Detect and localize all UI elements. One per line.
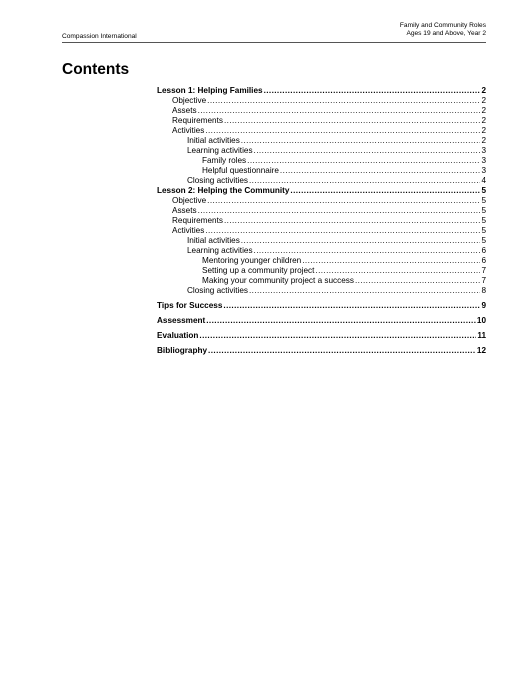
toc-leader-dots xyxy=(249,176,480,186)
toc-entry-making-project-success[interactable] xyxy=(157,276,486,286)
toc-entry-initial-activities[interactable] xyxy=(157,136,486,146)
toc-page-number: 5 xyxy=(481,206,486,215)
toc-page-number: 5 xyxy=(481,186,486,195)
toc-page-number: 2 xyxy=(481,116,486,125)
toc-leader-dots xyxy=(207,196,480,206)
toc-leader-dots xyxy=(290,186,480,196)
toc-page-number: 5 xyxy=(481,216,486,225)
toc-entry-label: Assets xyxy=(172,206,197,215)
toc-page-number: 9 xyxy=(481,301,486,310)
toc-leader-dots xyxy=(198,106,481,116)
toc-entry-learning-activities[interactable] xyxy=(157,246,486,256)
toc-entry-label: Objective xyxy=(172,96,207,105)
toc-entry-mentoring-younger-children[interactable] xyxy=(157,256,486,266)
toc-leader-dots xyxy=(206,316,476,326)
toc-entry-label: Learning activities xyxy=(187,146,253,155)
toc-leader-dots xyxy=(302,256,480,266)
toc-page-number: 12 xyxy=(476,346,486,355)
toc-entry-lesson-1[interactable] xyxy=(157,86,486,96)
toc-leader-dots xyxy=(241,236,481,246)
toc-leader-dots xyxy=(254,246,481,256)
toc-leader-dots xyxy=(205,126,480,136)
toc-leader-dots xyxy=(224,116,480,126)
toc-entry-requirements[interactable] xyxy=(157,116,486,126)
toc-leader-dots xyxy=(280,166,481,176)
table-of-contents xyxy=(157,86,486,356)
toc-leader-dots xyxy=(355,276,480,286)
toc-leader-dots xyxy=(224,216,480,226)
header-course-title: Family and Community Roles xyxy=(399,22,486,29)
toc-page-number: 6 xyxy=(481,256,486,265)
toc-entry-assessment[interactable] xyxy=(157,316,486,326)
toc-entry-closing-activities[interactable] xyxy=(157,286,486,296)
toc-entry-objective[interactable] xyxy=(157,196,486,206)
toc-page-number: 2 xyxy=(481,106,486,115)
toc-entry-helpful-questionnaire[interactable] xyxy=(157,166,486,176)
toc-leader-dots xyxy=(207,96,480,106)
toc-entry-assets[interactable] xyxy=(157,106,486,116)
toc-page-number: 5 xyxy=(481,196,486,205)
toc-page-number: 7 xyxy=(481,266,486,275)
toc-entry-label: Initial activities xyxy=(187,136,240,145)
toc-entry-label: Lesson 1: Helping Families xyxy=(157,86,263,95)
toc-entry-label: Tips for Success xyxy=(157,301,223,310)
toc-page-number: 2 xyxy=(481,126,486,135)
toc-page-number: 4 xyxy=(481,176,486,185)
toc-leader-dots xyxy=(205,226,480,236)
toc-page-number: 5 xyxy=(481,236,486,245)
toc-entry-assets[interactable] xyxy=(157,206,486,216)
toc-page-number: 10 xyxy=(476,316,486,325)
toc-entry-label: Bibliography xyxy=(157,346,208,355)
toc-leader-dots xyxy=(315,266,480,276)
page-header xyxy=(62,22,486,43)
toc-entry-initial-activities[interactable] xyxy=(157,236,486,246)
toc-page-number: 11 xyxy=(477,331,486,340)
toc-entry-label: Learning activities xyxy=(187,246,253,255)
toc-leader-dots xyxy=(241,136,481,146)
toc-entry-label: Family roles xyxy=(202,156,247,165)
toc-leader-dots xyxy=(264,86,481,96)
toc-entry-label: Activities xyxy=(172,126,205,135)
header-organization: Compassion International xyxy=(62,33,137,40)
toc-page-number: 3 xyxy=(481,166,486,175)
toc-page-number: 2 xyxy=(481,96,486,105)
toc-entry-label: Activities xyxy=(172,226,205,235)
toc-entry-label: Lesson 2: Helping the Community xyxy=(157,186,290,195)
toc-entry-learning-activities[interactable] xyxy=(157,146,486,156)
toc-page-number: 3 xyxy=(481,156,486,165)
header-course-info xyxy=(400,22,486,39)
toc-entry-tips-for-success[interactable] xyxy=(157,301,486,311)
toc-leader-dots xyxy=(254,146,481,156)
toc-page-number: 7 xyxy=(481,276,486,285)
toc-entry-setting-up-community-project[interactable] xyxy=(157,266,486,276)
toc-entry-lesson-2[interactable] xyxy=(157,186,486,196)
toc-entry-label: Closing activities xyxy=(187,286,248,295)
toc-entry-label: Requirements xyxy=(172,116,223,125)
toc-page-number: 6 xyxy=(481,246,486,255)
toc-page-number: 8 xyxy=(481,286,486,295)
toc-entry-label: Helpful questionnaire xyxy=(202,166,279,175)
toc-entry-label: Initial activities xyxy=(187,236,240,245)
toc-entry-label: Making your community project a success xyxy=(202,276,354,285)
toc-entry-label: Requirements xyxy=(172,216,223,225)
toc-page-number: 2 xyxy=(481,136,486,145)
toc-entry-label: Assets xyxy=(172,106,197,115)
toc-entry-family-roles[interactable] xyxy=(157,156,486,166)
toc-page-number: 3 xyxy=(481,146,486,155)
toc-entry-objective[interactable] xyxy=(157,96,486,106)
toc-leader-dots xyxy=(249,286,480,296)
toc-entry-label: Assessment xyxy=(157,316,206,325)
toc-page-number: 2 xyxy=(481,86,486,95)
toc-leader-dots xyxy=(223,301,480,311)
toc-entry-activities[interactable] xyxy=(157,226,486,236)
toc-leader-dots xyxy=(198,206,481,216)
toc-page-number: 5 xyxy=(481,226,486,235)
page-title: Contents xyxy=(62,61,130,78)
toc-entry-label: Setting up a community project xyxy=(202,266,315,275)
toc-entry-activities[interactable] xyxy=(157,126,486,136)
toc-entry-bibliography[interactable] xyxy=(157,346,486,356)
toc-entry-evaluation[interactable] xyxy=(157,331,486,341)
toc-leader-dots xyxy=(208,346,476,356)
toc-entry-label: Evaluation xyxy=(157,331,199,340)
toc-leader-dots xyxy=(247,156,480,166)
toc-entry-label: Mentoring younger children xyxy=(202,256,302,265)
header-course-level: Ages 19 and Above, Year 2 xyxy=(406,30,486,38)
toc-leader-dots xyxy=(199,331,476,341)
toc-entry-requirements[interactable] xyxy=(157,216,486,226)
toc-entry-closing-activities[interactable] xyxy=(157,176,486,186)
toc-entry-label: Objective xyxy=(172,196,207,205)
toc-entry-label: Closing activities xyxy=(187,176,248,185)
